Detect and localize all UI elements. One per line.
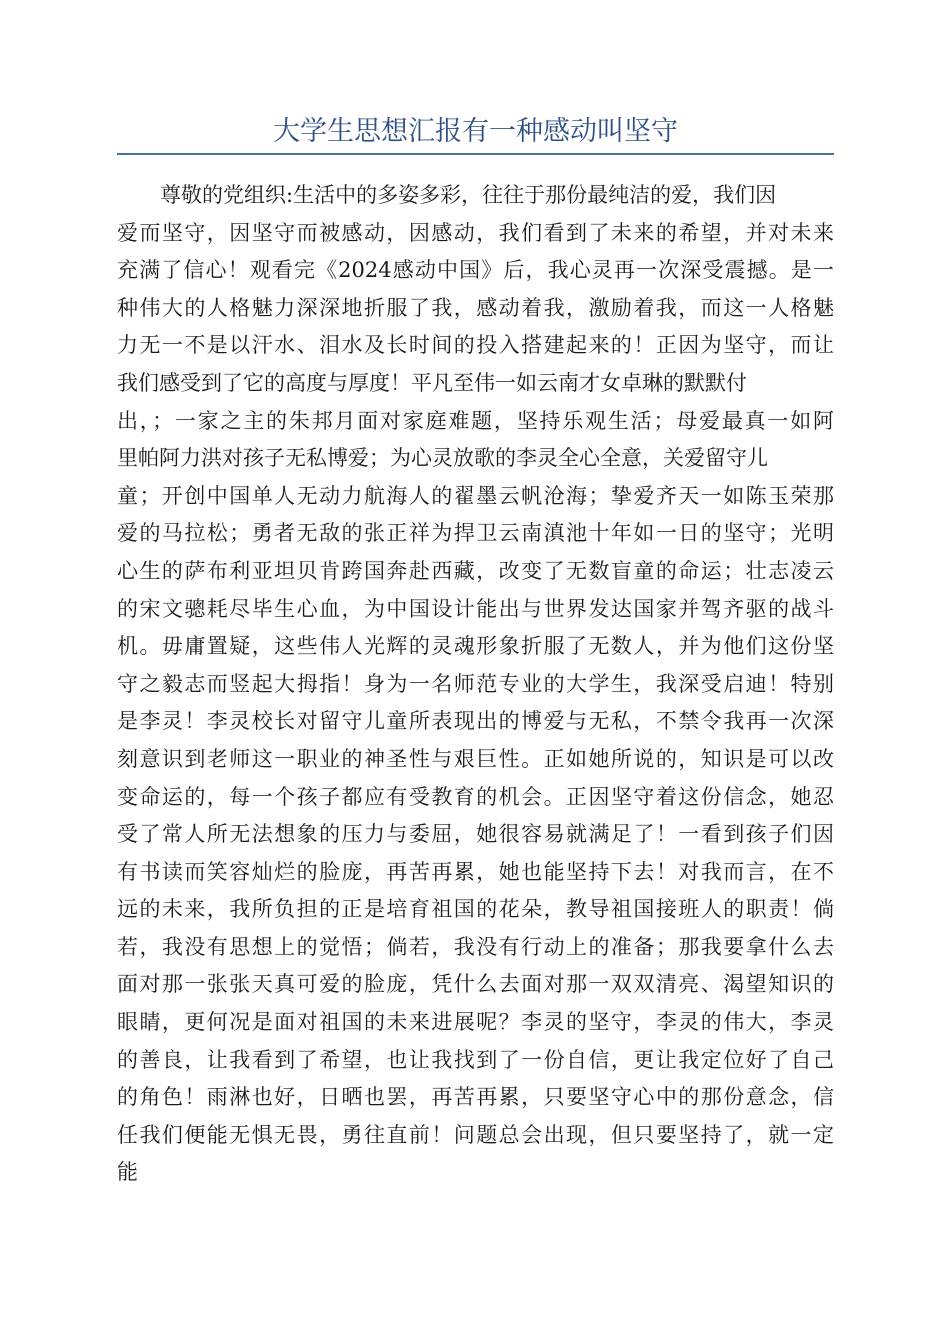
- document-title: 大学生思想汇报有一种感动叫坚守: [273, 116, 678, 147]
- paragraph-line: 面对那一张张天真可爱的脸庞，凭什么去面对那一双双清亮、渴望知识的: [117, 972, 834, 997]
- paragraph-line: 爱的马拉松；勇者无敌的张正祥为捍卫云南滇池十年如一日的坚守；光明: [117, 521, 834, 546]
- paragraph-line: 里帕阿力洪对孩子无私博爱；为心灵放歌的李灵全心全意，关爱留守儿: [117, 446, 768, 471]
- paragraph-line: 尊敬的党组织:生活中的多姿多彩，往往于那份最纯洁的爱，我们因: [160, 183, 777, 207]
- paragraph-line: 是李灵！李灵校长对留守儿童所表现出的博爱与无私，不禁令我再一次深: [117, 709, 834, 734]
- paragraph-line: 机。毋庸置疑，这些伟人光辉的灵魂形象折服了无数人，并为他们这份坚: [117, 634, 834, 659]
- paragraph-line: 心生的萨布利亚坦贝肯跨国奔赴西藏，改变了无数盲童的命运；壮志凌云: [117, 558, 834, 583]
- paragraph-line: 的宋文骢耗尽毕生心血，为中国设计能出与世界发达国家并驾齐驱的战斗: [117, 596, 834, 621]
- title-underline: [117, 153, 834, 155]
- paragraph-line: 的角色！雨淋也好，日晒也罢，再苦再累，只要坚守心中的那份意念，信: [117, 1085, 834, 1110]
- paragraph-line: 若，我没有思想上的觉悟；倘若，我没有行动上的准备；那我要拿什么去: [117, 934, 834, 959]
- paragraph-line: 出，；一家之主的朱邦月面对家庭难题，坚持乐观生活；母爱最真一如阿: [117, 408, 834, 433]
- paragraph-line: 爱而坚守，因坚守而被感动，因感动，我们看到了未来的希望，并对未来: [117, 220, 834, 245]
- paragraph-line: 守之毅志而竖起大拇指！身为一名师范专业的大学生，我深受启迪！特别: [117, 671, 834, 696]
- paragraph-line: 刻意识到老师这一职业的神圣性与艰巨性。正如她所说的，知识是可以改: [117, 746, 834, 771]
- document-body: [117, 177, 834, 1192]
- paragraph-line: 远的未来，我所负担的正是培育祖国的花朵，教导祖国接班人的职责！倘: [117, 897, 834, 922]
- paragraph-line: 任我们便能无惧无畏，勇往直前！问题总会出现，但只要坚持了，就一定: [117, 1122, 834, 1147]
- paragraph-line: 力无一不是以汗水、泪水及长时间的投入搭建起来的！正因为坚守，而让: [117, 333, 834, 358]
- paragraph-line: 受了常人所无法想象的压力与委屈，她很容易就满足了！一看到孩子们因: [117, 822, 834, 847]
- paragraph-line: 种伟大的人格魅力深深地折服了我，感动着我，激励着我，而这一人格魅: [117, 295, 834, 320]
- paragraph-line: 变命运的，每一个孩子都应有受教育的机会。正因坚守着这份信念，她忍: [117, 784, 834, 809]
- paragraph-line: 充满了信心！观看完《2024感动中国》后，我心灵再一次深受震撼。是一: [117, 258, 834, 283]
- paragraph-line: 眼睛，更何况是面对祖国的未来进展呢？李灵的坚守，李灵的伟大，李灵: [117, 1010, 834, 1035]
- paragraph-line: 有书读而笑容灿烂的脸庞，再苦再累，她也能坚持下去！对我而言，在不: [117, 859, 834, 884]
- paragraph-line: 能: [117, 1160, 138, 1185]
- paragraph-line: 童；开创中国单人无动力航海人的翟墨云帆沧海；挚爱齐天一如陈玉荣那: [117, 483, 834, 508]
- paragraph-line: 我们感受到了它的高度与厚度！平凡至伟一如云南才女卓琳的默默付: [117, 370, 747, 395]
- paragraph-line: 的善良，让我看到了希望，也让我找到了一份自信，更让我定位好了自己: [117, 1047, 834, 1072]
